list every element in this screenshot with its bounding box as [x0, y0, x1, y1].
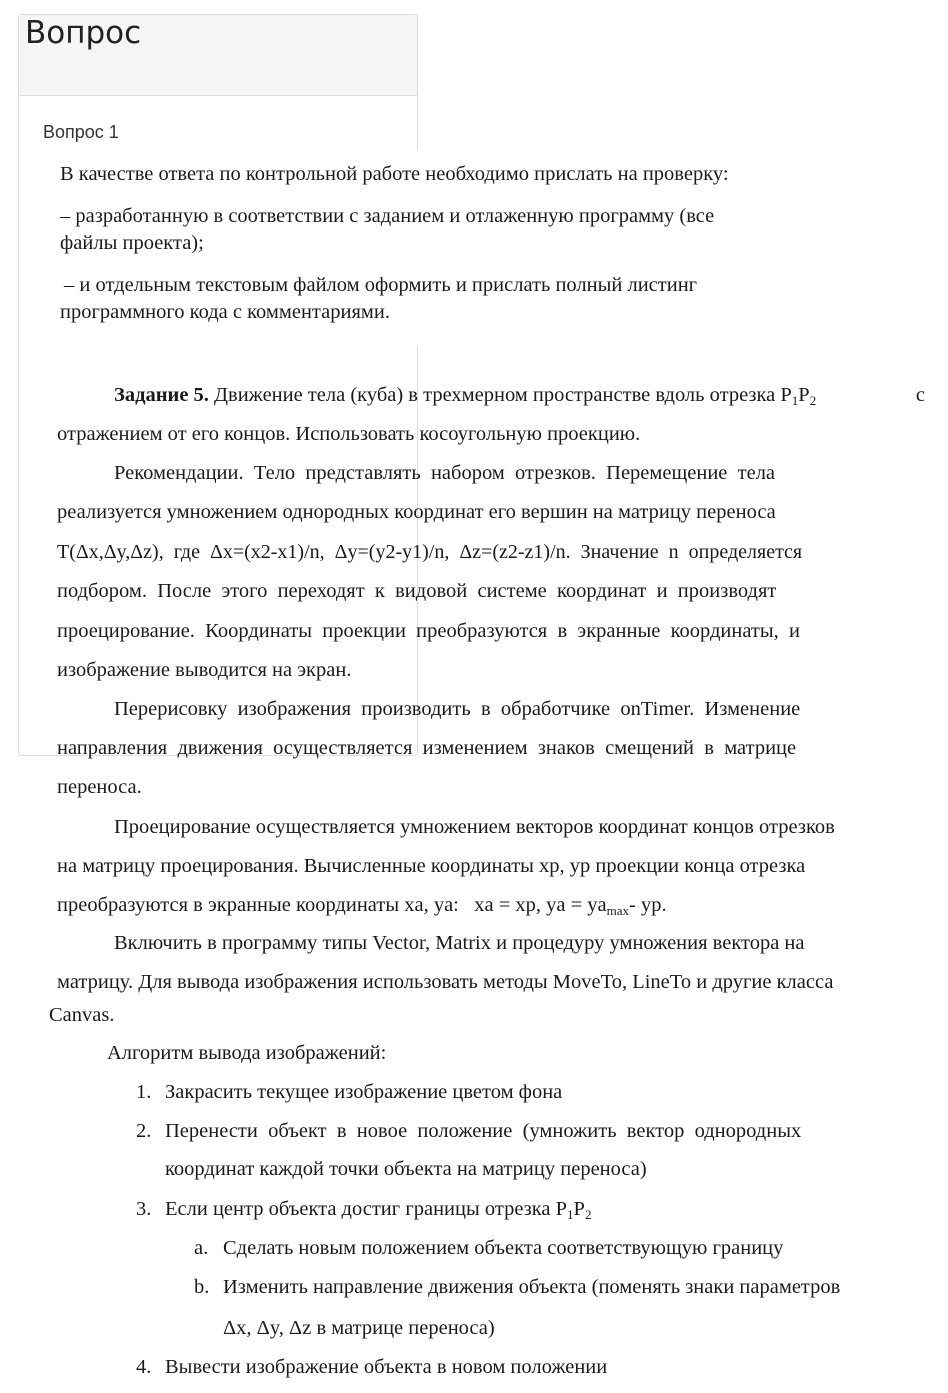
submission-intro: В качестве ответа по контрольной работе необходимо прислать на проверку: — [60, 163, 729, 185]
step-3b-text-cont: Δx, Δy, Δz в матрице переноса) — [223, 1317, 495, 1339]
task-title: Задание 5. — [114, 384, 209, 406]
page-title: Вопрос — [25, 15, 142, 51]
recommendations-2: реализуется умножением однородных координат его вершин на матрицу переноса — [57, 501, 776, 523]
step-2-text-cont: координат каждой точки объекта на матрицу переноса) — [165, 1158, 647, 1180]
step-3-num: 3. — [136, 1198, 152, 1220]
step-3a-num: a. — [194, 1237, 209, 1259]
p-letter: P — [798, 384, 810, 406]
task-title-line — [114, 384, 925, 409]
submission-requirements — [40, 150, 820, 346]
include-3: Canvas. — [49, 1004, 115, 1026]
ya-max-subscript: max — [606, 903, 630, 918]
projection-3-end: - yp. — [629, 894, 667, 916]
recommendations-1: Рекомендации. Тело представлять набором отрезков. Перемещение тела — [114, 462, 776, 484]
step-3a-text: Сделать новым положением объекта соответствующую границу — [223, 1237, 784, 1259]
projection-2: на матрицу проецирования. Вычисленные координаты xp, yp проекции конца отрезка — [57, 855, 806, 877]
include-1: Включить в программу типы Vector, Matrix и процедуру умножения вектора на — [114, 932, 805, 954]
recommendations-6: изображение выводится на экран. — [57, 659, 352, 681]
task-line-2: отражением от его концов. Использовать косоугольную проекцию. — [57, 423, 641, 445]
projection-1: Проецирование осуществляется умножением векторов координат концов отрезков — [114, 816, 835, 838]
step-3-sub-1: 1 — [567, 1207, 574, 1222]
step-3-text — [165, 1198, 591, 1223]
redraw-3: переноса. — [57, 776, 142, 798]
projection-3-text: преобразуются в экранные координаты xa, ya: xa = xp, ya = ya — [57, 894, 607, 916]
step-3-label: Если центр объекта достиг границы отрезка P — [165, 1198, 568, 1220]
recommendations-5: проецирование. Координаты проекции преобразуются в экранные координаты, и — [57, 620, 800, 642]
step-1-num: 1. — [136, 1081, 152, 1103]
submission-item-2-cont: программного кода с комментариями. — [60, 301, 390, 323]
submission-item-1-cont: файлы проекта); — [60, 232, 204, 254]
step-3-sub-2: 2 — [584, 1207, 592, 1222]
step-3-p: P — [573, 1198, 585, 1220]
recommendations-4: подбором. После этого переходят к видовой системе координат и производят — [57, 580, 777, 602]
submission-item-2: – и отдельным текстовым файлом оформить и прислать полный листинг — [64, 274, 698, 296]
subscript-2: 2 — [809, 393, 817, 408]
step-4-text: Вывести изображение объекта в новом положении — [165, 1356, 608, 1378]
step-1-text: Закрасить текущее изображение цветом фона — [165, 1081, 563, 1103]
step-3b-num: b. — [194, 1276, 210, 1298]
task-title-end: с — [915, 384, 925, 406]
subscript-1: 1 — [791, 393, 799, 408]
algorithm-title: Алгоритм вывода изображений: — [107, 1042, 387, 1064]
step-3b-text: Изменить направление движения объекта (поменять знаки параметров — [223, 1276, 841, 1298]
redraw-1: Перерисовку изображения производить в обработчике onTimer. Изменение — [114, 698, 801, 720]
step-2-num: 2. — [136, 1120, 152, 1142]
recommendations-3: T(Δx,Δy,Δz), где Δx=(x2-x1)/n, Δy=(y2-y1)/n, Δz=(z2-z1)/n. Значение n определяется — [57, 541, 803, 563]
submission-item-1: – разработанную в соответствии с заданием и отлаженную программу (все — [60, 205, 715, 227]
step-2-text: Перенести объект в новое положение (умножить вектор однородных — [165, 1120, 802, 1142]
projection-3 — [57, 894, 667, 919]
step-4-num: 4. — [136, 1356, 152, 1378]
include-2: матрицу. Для вывода изображения использовать методы MoveTo, LineTo и другие класса — [57, 971, 834, 993]
task-title-text: Движение тела (куба) в трехмерном пространстве вдоль отрезка P — [214, 384, 792, 406]
question-label: Вопрос 1 — [43, 122, 119, 142]
redraw-2: направления движения осуществляется изменением знаков смещений в матрице — [57, 737, 797, 759]
